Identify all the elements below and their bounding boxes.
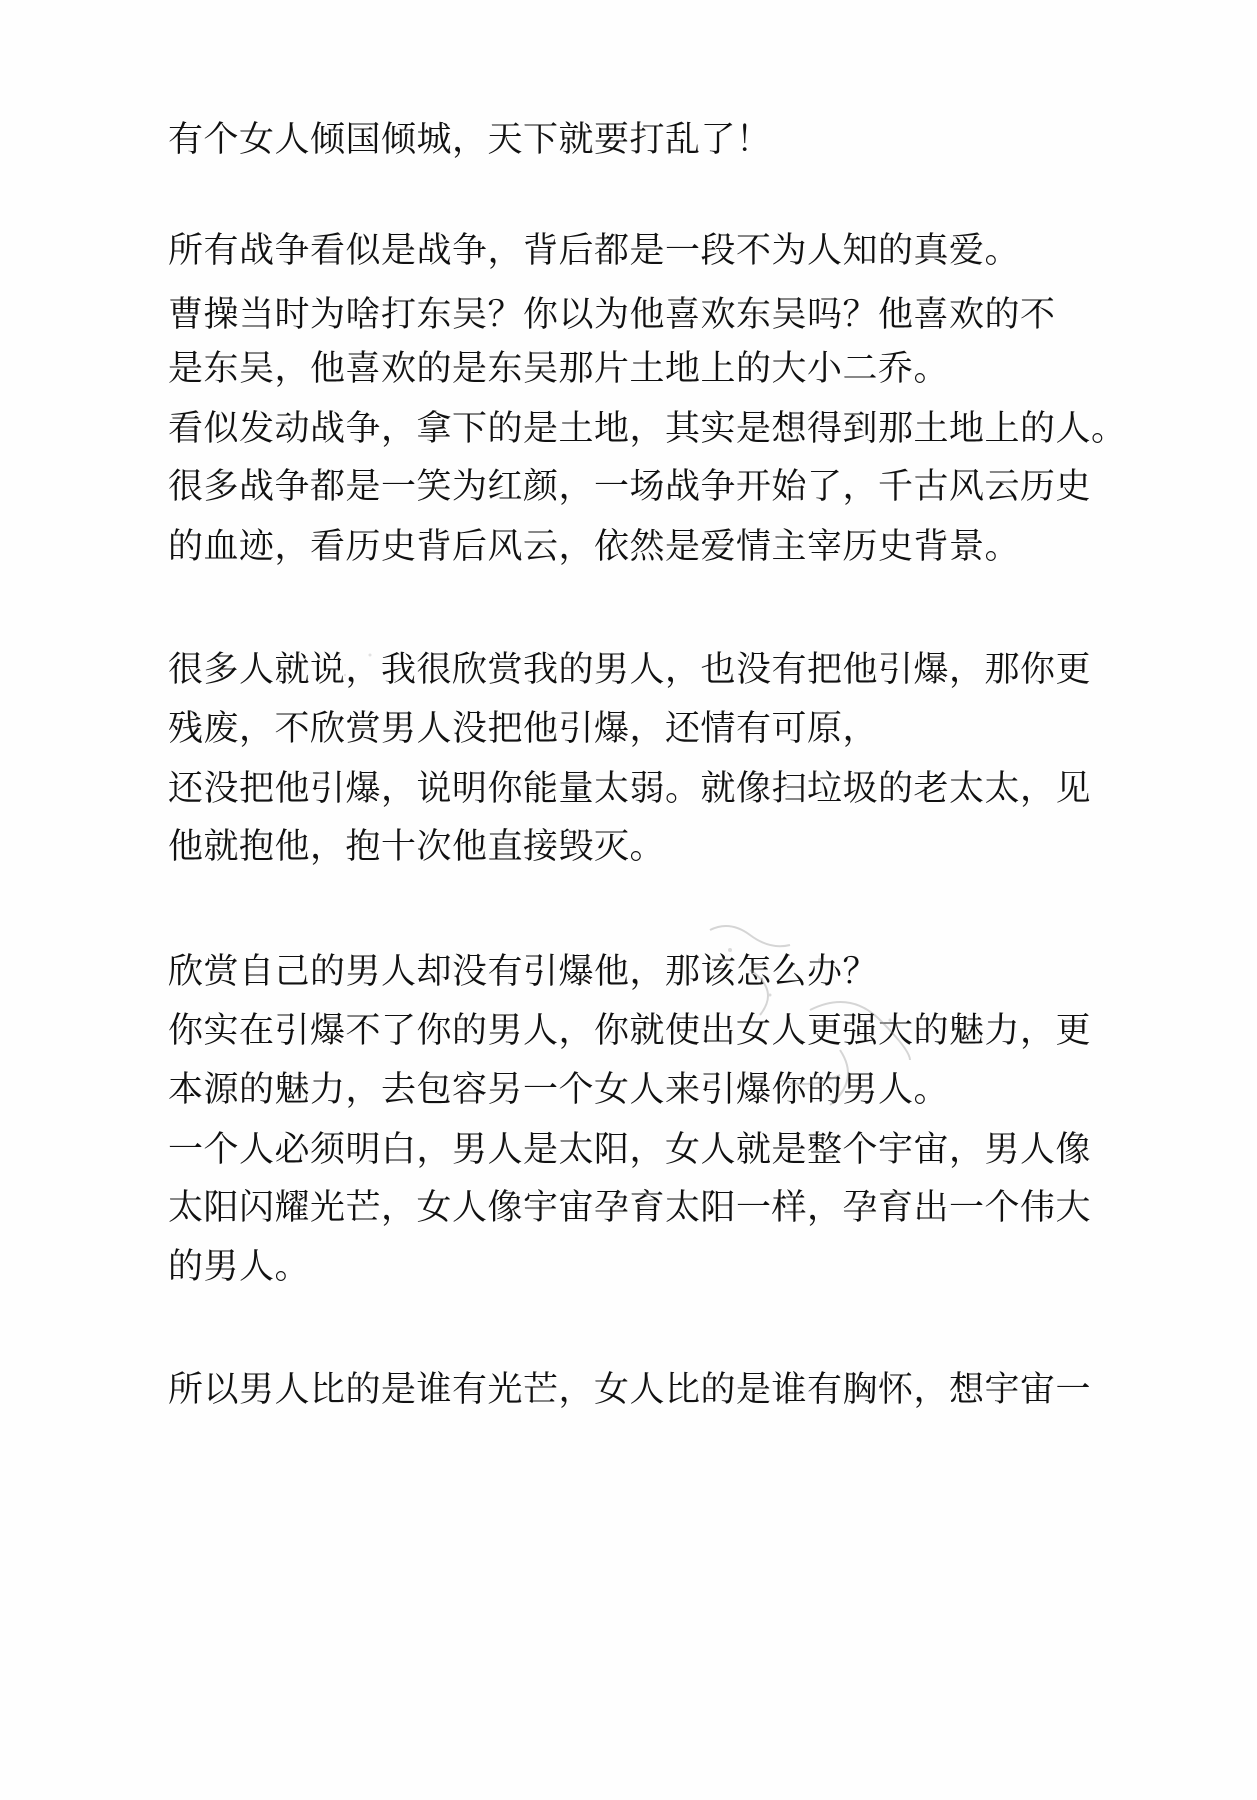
text-line-2: 所有战争看似是战争，背后都是一段不为人知的真爱。 [168,231,1021,271]
text-line-15: 一个人必须明白，男人是太阳，女人就是整个宇宙，男人像 [168,1130,1092,1170]
text-line-6: 很多战争都是一笑为红颜，一场战争开始了，千古风云历史 [168,467,1092,507]
text-line-3: 曹操当时为啥打东吴？你以为他喜欢东吴吗？他喜欢的不 [168,295,1056,335]
text-line-14: 本源的魅力，去包容另一个女人来引爆你的男人。 [168,1070,950,1110]
text-line-18: 所以男人比的是谁有光芒，女人比的是谁有胸怀，想宇宙一 [168,1370,1092,1410]
text-line-1: 有个女人倾国倾城，天下就要打乱了！ [168,120,772,160]
text-line-11: 他就抱他，抱十次他直接毁灭。 [168,827,666,867]
text-line-10: 还没把他引爆，说明你能量太弱。就像扫垃圾的老太太，见 [168,769,1092,809]
text-line-7: 的血迹，看历史背后风云，依然是爱情主宰历史背景。 [168,527,1021,567]
text-line-13: 你实在引爆不了你的男人，你就使出女人更强大的魅力，更 [168,1011,1092,1051]
text-line-9: 残废，不欣赏男人没把他引爆，还情有可原， [168,709,879,749]
text-line-5: 看似发动战争，拿下的是土地，其实是想得到那土地上的人。 [168,409,1127,449]
text-line-12: 欣赏自己的男人却没有引爆他，那该怎么办？ [168,952,879,992]
text-line-17: 的男人。 [168,1247,311,1287]
text-line-16: 太阳闪耀光芒，女人像宇宙孕育太阳一样，孕育出一个伟大 [168,1188,1092,1228]
text-line-8: 很多人就说，我很欣赏我的男人，也没有把他引爆，那你更 [168,650,1092,690]
text-line-4: 是东吴，他喜欢的是东吴那片土地上的大小二乔。 [168,349,950,389]
